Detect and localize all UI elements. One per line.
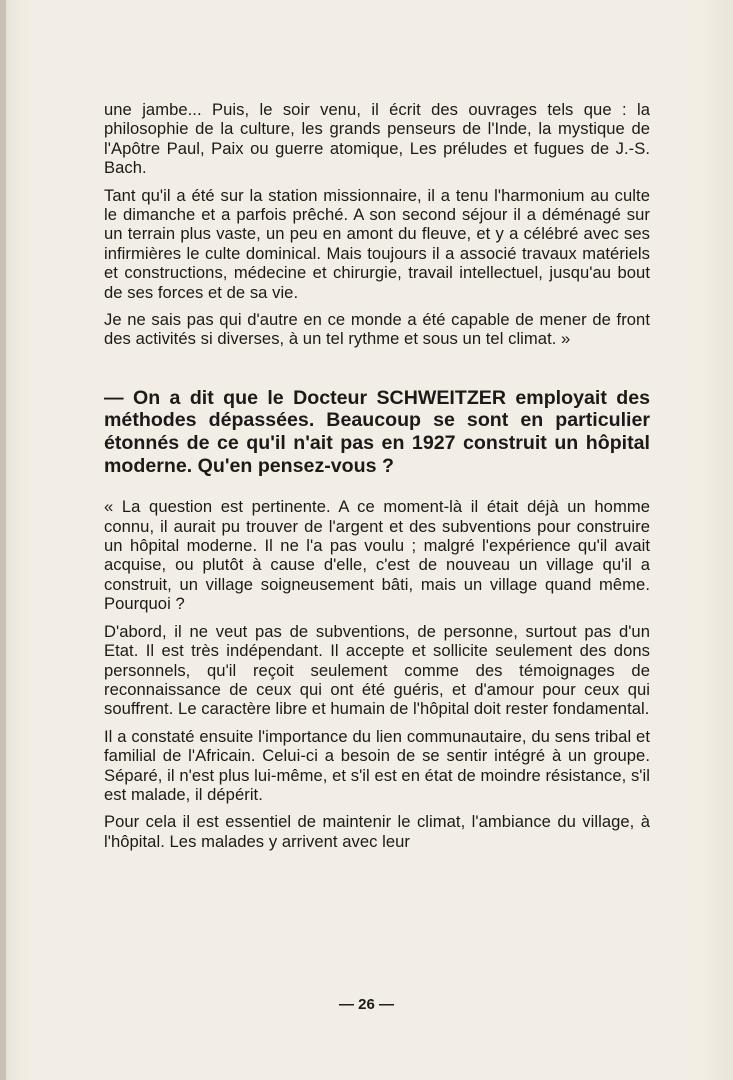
paragraph: une jambe... Puis, le soir venu, il écrit des ouvrages tels que : la philosophie de la culture, les grands penseurs de l'Inde, la mystique de l'Apôtre Paul, Paix ou guerre atomique, Les préludes et fugues de J.-S. Bach. — [104, 100, 650, 178]
paragraph: Tant qu'il a été sur la station missionnaire, il a tenu l'harmonium au culte le dimanche et a parfois prêché. A son second séjour il a déménagé sur un terrain plus vaste, un peu en amont du fleuve, et y a célébré avec ses infirmières le culte dominical. Mais toujours il a associé travaux matériels et constructions, médecine et chirurgie, travail intellectuel, jusqu'au bout de ses forces et de sa vie. — [104, 185, 650, 302]
paragraph: Pour cela il est essentiel de maintenir le climat, l'ambiance du village, à l'hôpital. Les malades y arrivent avec leur — [104, 812, 650, 851]
paragraph: Il a constaté ensuite l'importance du lien communautaire, du sens tribal et familial de l'Africain. Celui-ci a besoin de se sentir intégré à un groupe. Séparé, il n'est plus lui-même, et s'il est en état de moindre résistance, s'il est malade, il dépérit. — [104, 726, 650, 804]
page-content — [104, 100, 650, 851]
interview-question: — On a dit que le Docteur SCHWEITZER employait des méthodes dépassées. Beaucoup se sont en particulier étonnés de ce qu'il n'ait pas en 1927 construit un hôpital moderne. Qu'en pensez-vous ? — [104, 386, 650, 477]
page-number: — 26 — — [338, 996, 395, 1013]
interview-answer — [104, 497, 650, 851]
paragraph: Je ne sais pas qui d'autre en ce monde a été capable de mener de front des activités si diverses, à un tel rythme et sous un tel climat. » — [104, 310, 650, 349]
page-binding-edge — [0, 0, 6, 1080]
paragraph: D'abord, il ne veut pas de subventions, de personne, surtout pas d'un Etat. Il est très indépendant. Il accepte et sollicite seulement des dons personnels, qu'il reçoit seulement comme des témoignages de reconnaissance de ceux qui ont été guéris, et d'amour pour ceux qui souffrent. Le caractère libre et humain de l'hôpital doit rester fondamental. — [104, 621, 650, 719]
paragraph: « La question est pertinente. A ce moment-là il était déjà un homme connu, il aurait pu trouver de l'argent et des subventions pour construire un hôpital moderne. Il ne l'a pas voulu ; malgré l'expérience qu'il avait acquise, ou plutôt à cause d'elle, c'est de nouveau un village qu'il a construit, un village soigneusement bâti, mais un village quand même. Pourquoi ? — [104, 497, 650, 614]
